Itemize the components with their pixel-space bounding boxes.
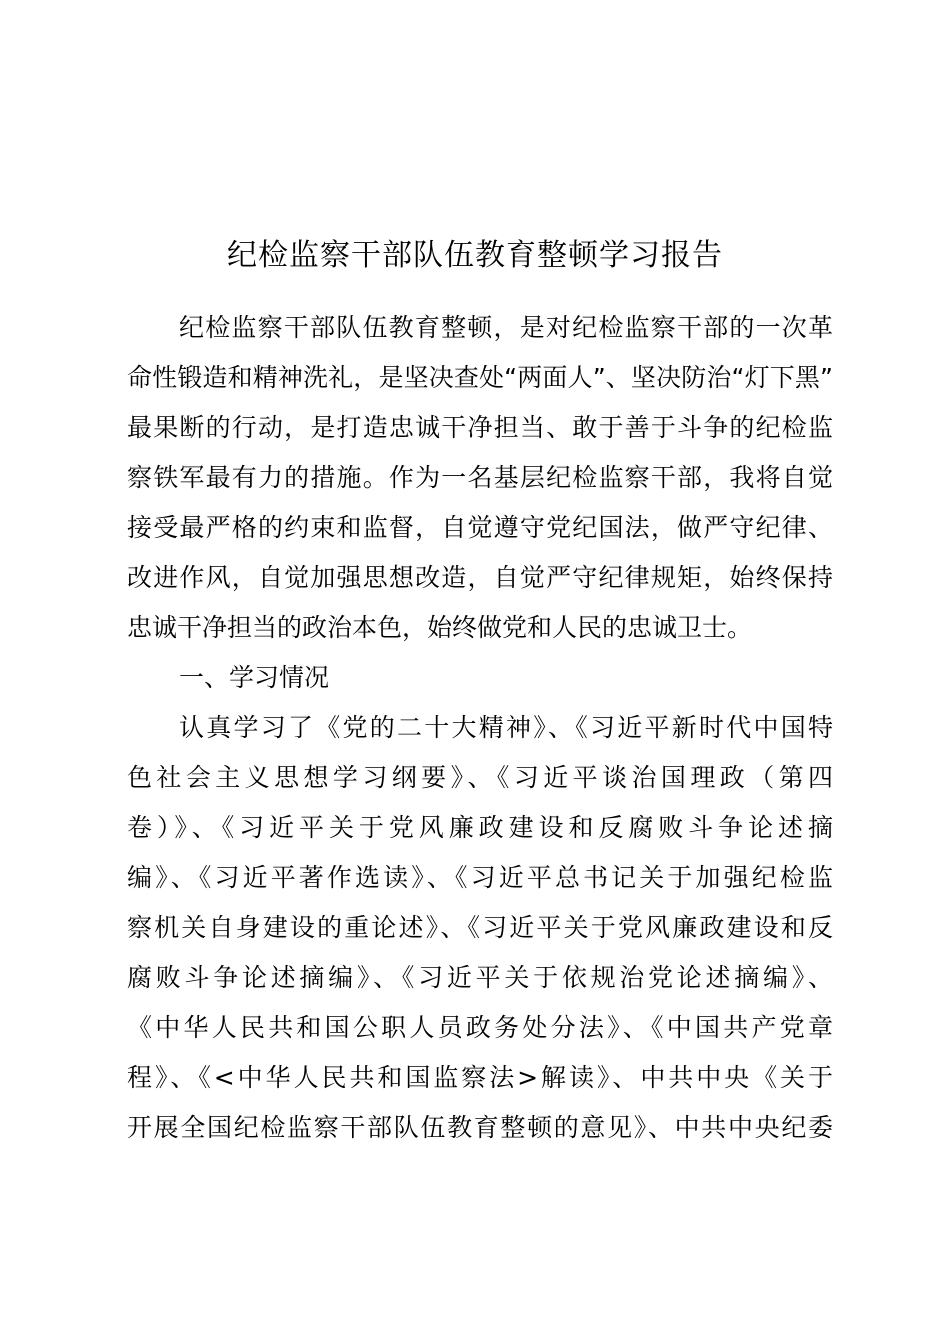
text-line: 认真学习了《党的二十大精神》、《习近平新时代中国特	[179, 713, 833, 742]
text-line: 忠诚干净担当的政治本色，始终做党和人民的忠诚卫士。	[127, 613, 753, 642]
text-line: 接受最严格的约束和监督，自觉遵守党纪国法，做严守纪律、	[127, 513, 833, 542]
text-line: 腐败斗争论述摘编》、《习近平关于依规治党论述摘编》、	[127, 963, 833, 992]
text-line: 色社会主义思想学习纲要》、《习近平谈治国理政（第四	[127, 763, 833, 792]
text-line: 命性锻造和精神洗礼，是坚决查处“两面人”、坚决防治“灯下黑”	[127, 363, 833, 392]
text-line: 改进作风，自觉加强思想改造，自觉严守纪律规矩，始终保持	[127, 563, 833, 592]
text-line: 卷）》、《习近平关于党风廉政建设和反腐败斗争论述摘	[127, 813, 833, 842]
text-line: 程》、《<中华人民共和国监察法>解读》、中共中央《关于	[127, 1063, 833, 1092]
text-line: 纪检监察干部队伍教育整顿，是对纪检监察干部的一次革	[179, 313, 833, 342]
paragraph-study	[127, 703, 833, 1153]
text-line: 编》、《习近平著作选读》、《习近平总书记关于加强纪检监	[127, 863, 833, 892]
text-line: 察铁军最有力的措施。作为一名基层纪检监察干部，我将自觉	[127, 463, 833, 492]
text-line: 最果断的行动，是打造忠诚干净担当、敢于善于斗争的纪检监	[127, 413, 833, 442]
text-line: 开展全国纪检监察干部队伍教育整顿的意见》、中共中央纪委	[127, 1113, 833, 1142]
paragraph-intro	[127, 303, 833, 653]
section-heading: 一、学习情况	[179, 663, 330, 692]
section-heading-study	[127, 653, 833, 703]
text-line: 察机关自身建设的重论述》、《习近平关于党风廉政建设和反	[127, 913, 833, 942]
text-line: 《中华人民共和国公职人员政务处分法》、《中国共产党章	[127, 1013, 833, 1042]
document-title: 纪检监察干部队伍教育整顿学习报告	[227, 238, 723, 273]
